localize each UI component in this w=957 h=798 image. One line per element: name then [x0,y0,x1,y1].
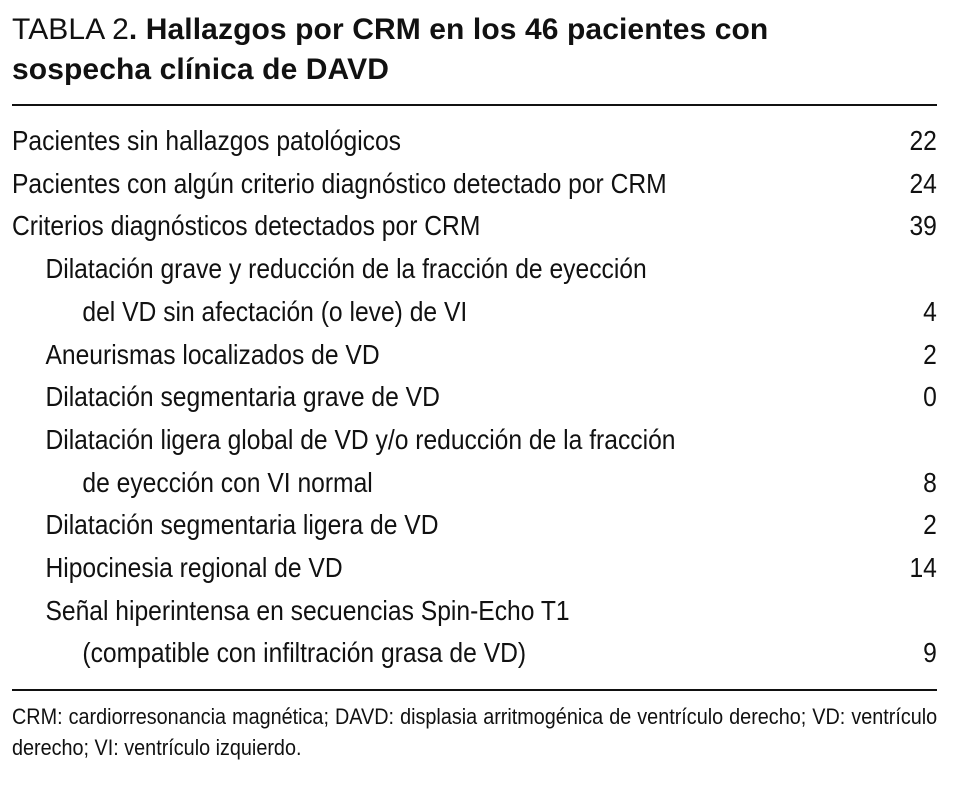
table-container [12,10,937,763]
row-value: 8 [923,466,937,498]
row-label: Dilatación ligera global de VD y/o reducción de la fracción [45,423,676,455]
row-value: 4 [923,295,937,327]
table-row [12,590,937,633]
table-row [12,462,937,505]
row-label: Dilatación segmentaria grave de VD [45,381,440,413]
table-row [12,248,937,291]
row-label: Criterios diagnósticos detectados por CRM [12,210,481,242]
table-body [12,120,937,675]
row-label: de eyección con VI normal [82,466,373,498]
table-row [12,504,937,547]
table-title [12,10,937,90]
row-label: Dilatación grave y reducción de la fracción de eyección [45,253,647,285]
bottom-rule [12,689,937,691]
row-label: Pacientes con algún criterio diagnóstico detectado por CRM [12,167,667,199]
row-value: 0 [923,381,937,413]
table-row [12,334,937,377]
row-label: Dilatación segmentaria ligera de VD [45,509,439,541]
top-rule [12,104,937,106]
row-value: 2 [923,338,937,370]
table-row [12,205,937,248]
table-title-text: . Hallazgos por CRM en los 46 pacientes con [128,13,769,46]
table-label: TABLA 2 [12,13,129,46]
row-value: 39 [909,210,937,242]
table-row [12,291,937,334]
table-title-line2: sospecha clínica de DAVD [12,53,389,86]
table-row [12,376,937,419]
table-row [12,632,937,675]
row-value: 2 [923,509,937,541]
row-label: (compatible con infiltración grasa de VD) [82,637,527,669]
row-value: 9 [923,637,937,669]
table-footnote: CRM: cardiorresonancia magnética; DAVD: displasia arritmogénica de ventrículo derecho; VD: ventrículo derecho; VI: ventrículo izquierdo. [12,704,938,761]
table-row [12,419,937,462]
row-label: Aneurismas localizados de VD [45,338,380,370]
table-row [12,163,937,206]
table-row [12,547,937,590]
row-label: Hipocinesia regional de VD [45,552,343,584]
row-label: del VD sin afectación (o leve) de VI [82,295,468,327]
row-value: 14 [909,552,937,584]
row-label: Señal hiperintensa en secuencias Spin-Echo T1 [45,594,570,626]
row-value: 22 [909,125,937,156]
table-row [12,120,937,163]
row-value: 24 [909,167,937,199]
row-label: Pacientes sin hallazgos patológicos [12,125,402,156]
